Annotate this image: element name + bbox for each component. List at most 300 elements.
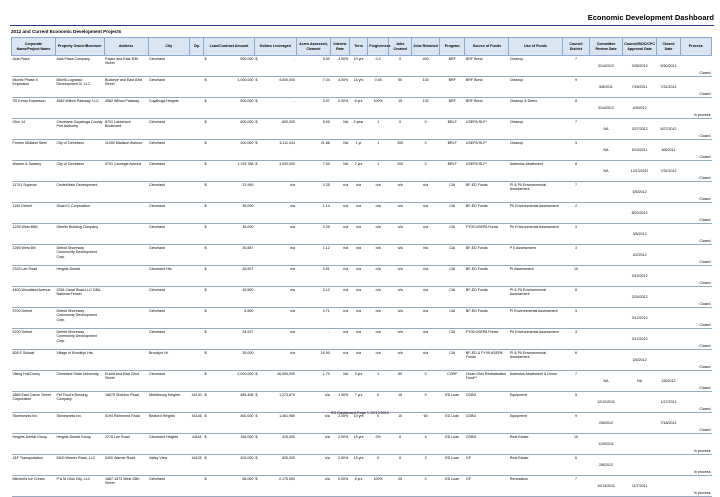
amount-value: 485,408	[240, 393, 254, 397]
cell-zip: 44125	[190, 455, 204, 476]
cell-owner: CenterMark Development	[55, 182, 104, 203]
cell-committee-review-date: NA	[590, 371, 622, 392]
cell-address: Euclid and East 22nd Street	[104, 371, 148, 392]
cell-zip: 44146	[190, 413, 204, 434]
currency-symbol: $	[255, 57, 258, 61]
cell-approval-date: 8/20/2012	[622, 203, 657, 224]
cell-city: Cuyahoga Heights	[148, 98, 190, 119]
cell-term: 1 yr	[349, 140, 368, 161]
currency-symbol: $	[204, 414, 207, 418]
cell-city: Cleveland	[148, 56, 190, 77]
amount-value: n/a	[290, 183, 296, 187]
cell-forgiveness: n/a	[368, 182, 389, 203]
cell-address: Payne and East 30th Street	[104, 56, 148, 77]
cell-committee-review-date	[590, 287, 622, 308]
cell-forgiveness: 0.45	[368, 77, 389, 98]
col-header: Jobs Retained	[412, 38, 440, 56]
cell-loan-amount	[204, 308, 255, 329]
cell-committee-review-date	[590, 350, 622, 371]
cell-city: Cleveland	[148, 245, 190, 266]
cell-jobs-retained: 130	[412, 98, 440, 119]
cell-zip	[190, 224, 204, 245]
cell-program: ED Loan	[439, 455, 464, 476]
cell-closed-date	[657, 476, 680, 497]
cell-source-of-funds: USEPA RLF*	[465, 161, 509, 182]
cell-loan-amount	[204, 224, 255, 245]
amount-value: n/a	[290, 309, 296, 313]
cell-use-of-funds: Cleanup	[509, 140, 562, 161]
cell-acres: 21.86	[296, 140, 331, 161]
cell-use-of-funds: PI & PII Environmental Assessment	[509, 182, 562, 203]
cell-dollars-leveraged	[254, 119, 296, 140]
cell-jobs-created: 300	[389, 140, 412, 161]
col-header: Jobs Created	[389, 38, 412, 56]
col-header: Committee Review Date	[590, 38, 622, 56]
cell-jobs-retained: n/a	[412, 245, 440, 266]
cell-committee-review-date: NA	[590, 161, 622, 182]
cell-forgiveness: 0	[368, 413, 389, 434]
amount-value: n/a	[290, 246, 296, 250]
amount-value: 1,461,960	[279, 414, 296, 418]
amount-value: 35,000	[242, 351, 254, 355]
cell-acres: 1.12	[296, 245, 331, 266]
cell-closed-date: 7/31/2012	[657, 161, 680, 182]
cell-city: Cleveland	[148, 140, 190, 161]
cell-acres: 1.14	[296, 203, 331, 224]
cell-jobs-created: 25	[389, 476, 412, 497]
cell-forgiveness: n/a	[368, 266, 389, 287]
cell-address: 4582 Willow Parkway	[104, 98, 148, 119]
cell-project-name: J&F Transportation	[12, 455, 56, 476]
cell-source-of-funds: GF	[465, 476, 509, 497]
cell-process-status: Closed	[680, 245, 711, 266]
cell-dollars-leveraged	[254, 350, 296, 371]
amount-value: 6,111,434	[279, 141, 296, 145]
cell-interest-rate: n/a	[331, 287, 350, 308]
cell-forgiveness: 0.4	[368, 56, 389, 77]
col-header: Use of Funds	[509, 38, 562, 56]
cell-approval-date: NA	[622, 371, 657, 392]
cell-closed-date	[657, 224, 680, 245]
col-header: Council/BOC/CPC Approval Date	[622, 38, 657, 56]
cell-approval-date: 5/5/2012	[622, 182, 657, 203]
amount-value: 156,000	[240, 435, 254, 439]
currency-symbol: $	[204, 120, 207, 124]
currency-symbol: $	[204, 456, 207, 460]
currency-symbol: $	[204, 393, 207, 397]
cell-dollars-leveraged	[254, 287, 296, 308]
cell-loan-amount	[204, 371, 258, 392]
cell-zip	[190, 56, 204, 77]
cell-interest-rate: NA	[331, 140, 350, 161]
currency-symbol: $	[204, 477, 207, 481]
amount-value: n/a	[290, 267, 296, 271]
amount-value: 500,000	[240, 57, 254, 61]
cell-council-district: 3	[562, 224, 590, 245]
cell-dollars-leveraged	[254, 434, 296, 455]
amount-value: n/a	[290, 225, 296, 229]
currency-symbol: $	[204, 183, 207, 187]
cell-committee-review-date	[590, 245, 622, 266]
cell-approval-date: 3/26/2012	[622, 56, 657, 77]
cell-interest-rate: n/a	[331, 203, 350, 224]
cell-program: ED Loan	[439, 434, 464, 455]
cell-forgiveness: n/a	[368, 224, 389, 245]
cell-dollars-leveraged	[254, 98, 296, 119]
cell-acres: 0.25	[296, 182, 331, 203]
cell-address: 8701 Lakeshore Boulevard	[104, 119, 148, 140]
cell-loan-amount	[204, 245, 255, 266]
currency-symbol: $	[204, 162, 207, 166]
cell-forgiveness: 100%	[368, 98, 389, 119]
cell-city: Cleveland	[148, 182, 190, 203]
cell-dollars-leveraged	[254, 392, 296, 413]
cell-acres: -	[296, 329, 331, 350]
cell-project-name: Viking Hall Dorny	[12, 371, 56, 392]
amount-value: 31,990	[242, 183, 254, 187]
cell-loan-amount	[204, 266, 255, 287]
cell-use-of-funds: Real Estate	[509, 434, 562, 455]
cell-program: CAI	[439, 350, 464, 371]
cell-forgiveness: 1	[368, 119, 389, 140]
cell-council-district: 7	[562, 182, 590, 203]
cell-interest-rate: n/a	[331, 224, 350, 245]
col-header: Corporate Name/Project Name	[12, 38, 56, 56]
cell-zip	[190, 371, 204, 392]
cell-jobs-retained: 0	[412, 140, 440, 161]
cell-closed-date	[657, 203, 680, 224]
cell-project-name: 1235 West 85th	[12, 224, 56, 245]
cell-term: n/a	[349, 266, 368, 287]
cell-dollars-leveraged	[254, 329, 296, 350]
cell-term: 7 yrs	[349, 392, 368, 413]
cell-committee-review-date: 11/9/2011	[590, 434, 622, 455]
cell-acres: n/a	[296, 413, 331, 434]
cell-address	[104, 245, 148, 266]
cell-program: CAI	[439, 308, 464, 329]
cell-jobs-retained: 130	[412, 77, 440, 98]
cell-dollars-leveraged	[254, 455, 296, 476]
cell-committee-review-date: 3/14/2012	[590, 98, 622, 119]
col-header: Property Owner/Borrower	[55, 38, 104, 56]
cell-city: Cleveland	[148, 308, 190, 329]
table-row	[12, 203, 712, 224]
cell-term: 15 yrs	[349, 434, 368, 455]
cell-use-of-funds: PI Assessment	[509, 266, 562, 287]
cell-interest-rate: n/a	[331, 245, 350, 266]
currency-symbol: $	[204, 267, 207, 271]
cell-city: Bedford Heights	[148, 413, 190, 434]
col-header: Interest Rate	[331, 38, 350, 56]
cell-city: Cleveland Hts.	[148, 266, 190, 287]
cell-owner: Heights Dental	[55, 266, 104, 287]
cell-jobs-created: 50	[389, 77, 412, 98]
cell-council-district: 7	[562, 371, 590, 392]
cell-jobs-retained: n/a	[412, 329, 440, 350]
currency-symbol: $	[255, 78, 258, 82]
cell-closed-date	[657, 98, 680, 119]
cell-address: 5701 Carnegie Avenue	[104, 161, 148, 182]
cell-closed-date	[657, 266, 680, 287]
currency-symbol: $	[204, 204, 207, 208]
cell-zip	[190, 245, 204, 266]
cell-source-of-funds: USEPA RLF*	[465, 140, 509, 161]
cell-council-district: 3	[562, 308, 590, 329]
cell-city: Cleveland	[148, 161, 190, 182]
cell-council-district: 10	[562, 434, 590, 455]
cell-loan-amount	[204, 203, 255, 224]
cell-project-name: 1265 West 6th	[12, 245, 56, 266]
cell-process-status: Closed	[680, 203, 711, 224]
cell-council-district: 8	[562, 161, 590, 182]
cell-program: BRLF	[439, 140, 464, 161]
cell-jobs-retained: n/a	[412, 224, 440, 245]
cell-committee-review-date: NA	[590, 119, 622, 140]
cell-loan-amount	[204, 455, 258, 476]
cell-project-name: Warner & Swasey	[12, 161, 56, 182]
cell-process-status: Closed	[680, 413, 711, 434]
cell-approval-date: 11/7/2011	[622, 476, 657, 497]
cell-approval-date: 3/19/2012	[622, 266, 657, 287]
currency-symbol: $	[255, 99, 258, 103]
cell-interest-rate: 0.00%	[331, 98, 350, 119]
cell-term: n/a	[349, 203, 368, 224]
cell-interest-rate: 2.00%	[331, 455, 350, 476]
table-row	[12, 287, 712, 308]
cell-closed-date: 1/27/2012	[657, 392, 680, 413]
cell-project-name: 5700 Detroit	[12, 329, 56, 350]
cell-closed-date: 5/30/2012	[657, 56, 680, 77]
cell-process-status: Closed	[680, 266, 711, 287]
table-row	[12, 119, 712, 140]
cell-acres: 7.00	[296, 161, 331, 182]
amount-value: 2,175,000	[279, 477, 296, 481]
cell-process-status: In process	[680, 434, 711, 455]
cell-city: Cleveland	[148, 287, 190, 308]
table-row	[12, 266, 712, 287]
cell-closed-date: 2/8/2012	[657, 371, 680, 392]
cell-process-status: In process	[680, 98, 711, 119]
currency-symbol: $	[255, 477, 258, 481]
cell-project-name: Former Midland Steel	[12, 140, 56, 161]
amount-value: 45,500	[242, 288, 254, 292]
cell-jobs-retained: 0	[412, 392, 440, 413]
cell-address	[104, 329, 148, 350]
cell-forgiveness: 100%	[368, 476, 389, 497]
cell-committee-review-date	[590, 266, 622, 287]
cell-forgiveness: 1	[368, 140, 389, 161]
cell-term: n/a	[349, 308, 368, 329]
cell-jobs-retained: 2	[412, 455, 440, 476]
cell-owner: City of Cleveland	[55, 161, 104, 182]
cell-committee-review-date: 6/8/2011	[590, 77, 622, 98]
cell-program: CAI	[439, 266, 464, 287]
cell-dollars-leveraged	[254, 245, 296, 266]
col-header: Dollars Leveraged	[254, 38, 296, 56]
cell-use-of-funds: Renovation	[509, 476, 562, 497]
amount-value: 415,000	[282, 435, 296, 439]
table-row	[12, 413, 712, 434]
amount-value: 500,000	[240, 99, 254, 103]
cell-acres: n/a	[296, 455, 331, 476]
cell-loan-amount	[204, 161, 258, 182]
currency-symbol: $	[204, 288, 207, 292]
cell-zip	[190, 98, 204, 119]
cell-source-of-funds: CDBG	[465, 392, 509, 413]
cell-loan-amount	[204, 77, 258, 98]
table-row	[12, 77, 712, 98]
cell-project-name: Mitchell's Ice Cream	[12, 476, 56, 497]
cell-address: 1867-1873 West 25th Street	[104, 476, 148, 497]
cell-jobs-created: n/a	[389, 266, 412, 287]
cell-forgiveness: 1	[368, 371, 389, 392]
cell-use-of-funds: Cleanup	[509, 119, 562, 140]
cell-acres: n/a	[296, 392, 331, 413]
cell-process-status: Closed	[680, 224, 711, 245]
table-row	[12, 371, 712, 392]
cell-council-district: 7	[562, 476, 590, 497]
cell-approval-date	[622, 392, 657, 413]
cell-approval-date: 3/5/2012	[622, 224, 657, 245]
cell-address: 18675 Sheldon Road	[104, 392, 148, 413]
col-header: Term	[349, 38, 368, 56]
cell-dollars-leveraged	[254, 413, 296, 434]
table-row	[12, 182, 712, 203]
cell-project-name: Heights Dental Group	[12, 434, 56, 455]
cell-committee-review-date	[590, 182, 622, 203]
cell-dollars-leveraged	[254, 182, 296, 203]
cell-dollars-leveraged	[254, 371, 296, 392]
cell-interest-rate: n/a	[331, 266, 350, 287]
cell-council-district: 5	[562, 392, 590, 413]
cell-source-of-funds: BRF Bond	[465, 77, 509, 98]
col-header: Forgiveness	[368, 38, 389, 56]
cell-jobs-retained: 400	[412, 56, 440, 77]
table-row	[12, 308, 712, 329]
cell-committee-review-date: 10/14/2011	[590, 476, 622, 497]
cell-jobs-created: n/a	[389, 203, 412, 224]
cell-city: Cleveland	[148, 77, 190, 98]
cell-zip	[190, 308, 204, 329]
cell-jobs-created: 6	[389, 434, 412, 455]
cell-acres: 16.90	[296, 350, 331, 371]
cell-program: CAI	[439, 203, 464, 224]
col-header: Acres Assessed, Cleaned	[296, 38, 331, 56]
amount-value: 26,907	[242, 267, 254, 271]
cell-jobs-retained: n/a	[412, 182, 440, 203]
cell-address: 2278 Lee Road	[104, 434, 148, 455]
col-header: Program	[439, 38, 464, 56]
cell-process-status: Closed	[680, 329, 711, 350]
cell-zip: 44118	[190, 434, 204, 455]
cell-approval-date: 7/26/2011	[622, 77, 657, 98]
cell-jobs-created: 18	[389, 392, 412, 413]
col-header: City	[148, 38, 190, 56]
cell-acres: 3.07	[296, 98, 331, 119]
cell-city: Cleveland	[148, 329, 190, 350]
cell-approval-date: 3/27/2012	[622, 119, 657, 140]
cell-jobs-retained: n/a	[412, 203, 440, 224]
cell-use-of-funds: P II Assessment	[509, 245, 562, 266]
cell-owner: City of Cleveland	[55, 140, 104, 161]
currency-symbol: $	[255, 414, 258, 418]
amount-value: 460,000	[240, 414, 254, 418]
cell-term: n/a	[349, 329, 368, 350]
table-header-row	[12, 38, 712, 56]
cell-jobs-created: 15	[389, 98, 412, 119]
cell-dollars-leveraged	[254, 266, 296, 287]
currency-symbol: $	[204, 435, 207, 439]
cell-owner: 4582 Willow Parkway, LLC	[55, 98, 104, 119]
cell-city: Cleveland	[148, 203, 190, 224]
cell-council-district: 6	[562, 455, 590, 476]
cell-forgiveness: n/a	[368, 287, 389, 308]
amount-value: 35,000	[242, 225, 254, 229]
cell-program: ED Loan	[439, 392, 464, 413]
cell-city: Cleveland Heights	[148, 434, 190, 455]
cell-interest-rate: 2.00%	[331, 413, 350, 434]
cell-jobs-created: 200	[389, 161, 412, 182]
cell-address	[104, 203, 148, 224]
cell-forgiveness: n/a	[368, 203, 389, 224]
cell-owner: Asia Plaza Company	[55, 56, 104, 77]
cell-dollars-leveraged	[254, 224, 296, 245]
cell-program: CAI	[439, 245, 464, 266]
cell-use-of-funds: PI & PII Environmental Assessment	[509, 287, 562, 308]
cell-source-of-funds: FY09 USEPA Funds	[465, 329, 509, 350]
cell-acres: 5.00	[296, 119, 331, 140]
amount-value: 200,000	[240, 141, 254, 145]
amount-value: 35,000	[242, 204, 254, 208]
cell-committee-review-date	[590, 308, 622, 329]
cell-project-name: 1100 Detroit	[12, 203, 56, 224]
cell-council-district: 3	[562, 245, 590, 266]
cell-address	[104, 224, 148, 245]
cell-jobs-retained: n/a	[412, 350, 440, 371]
currency-symbol: $	[255, 120, 258, 124]
cell-closed-date	[657, 350, 680, 371]
currency-symbol: $	[255, 141, 258, 145]
cell-dollars-leveraged	[254, 476, 296, 497]
cell-interest-rate: NA	[331, 371, 350, 392]
cell-zip	[190, 266, 204, 287]
amount-value: 1,273,670	[279, 393, 296, 397]
amount-value: 26,000,000	[277, 372, 296, 376]
cell-forgiveness: n/a	[368, 308, 389, 329]
amount-value: 58,000	[242, 477, 254, 481]
cell-interest-rate: 4.00%	[331, 77, 350, 98]
cell-jobs-retained: 0	[412, 119, 440, 140]
cell-council-district: 8	[562, 98, 590, 119]
cell-jobs-created: 0	[389, 56, 412, 77]
currency-symbol: $	[204, 99, 207, 103]
cell-council-district: 7	[562, 56, 590, 77]
cell-jobs-created: 6	[389, 455, 412, 476]
amount-value: n/a	[290, 288, 296, 292]
report-subtitle: 2012 and Current Economic Development Projects	[11, 29, 122, 34]
amount-value: 3,000,000	[279, 162, 296, 166]
table-body	[12, 56, 712, 497]
cell-forgiveness: 0%	[368, 434, 389, 455]
cell-jobs-created: 10	[389, 413, 412, 434]
cell-program: CORF	[439, 371, 464, 392]
cell-use-of-funds: Equipment	[509, 392, 562, 413]
cell-project-name: 1865 East Canon Street Corporation	[12, 392, 56, 413]
cell-use-of-funds: PII Environmental Assessment	[509, 203, 562, 224]
cell-address: 5194 Richmond Road	[104, 413, 148, 434]
cell-zip	[190, 119, 204, 140]
cell-dollars-leveraged	[254, 308, 296, 329]
